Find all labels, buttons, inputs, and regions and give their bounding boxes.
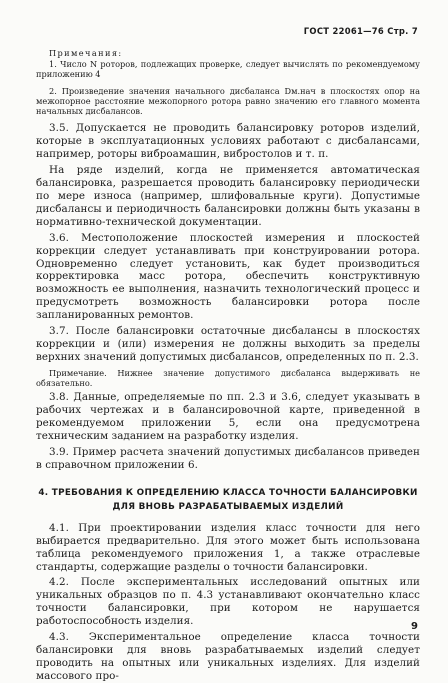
paragraph-3-6: 3.6. Местоположение плоскостей измерения и плоскостей коррекции следует устанавливать при конструировании ротора. Одновременно следует установить, как будет производиться корректировка масс ротора, обеспечить конструктивную возможность ее выполнения, назначить технологический процесс и предусмотреть возможность балансировки ротора после запланированных ремонтов. [36, 231, 420, 322]
note-2: 2. Произведение значения начального дисбаланса Dм.нач в плоскостях опор на межопорное расстояние межопорного ротора равно значению его главного момента начальных дисбалансов. [36, 85, 420, 117]
paragraph-4-3: 4.3. Экспериментальное определение класса точности балансировки для вновь разрабатываемых изделий следует проводить на опытных или уникальных изделиях. Для изделий массового про- [36, 631, 420, 682]
paragraph-4-1: 4.1. При проектировании изделия класс точности для него выбирается предварительно. Для этого может быть использована таблица рекомендуемого приложения 1, а также отраслевые стандарты, содержащие разделы о точности балансировки. [36, 521, 420, 573]
paragraph-4-2: 4.2. После экспериментальных исследований опытных или уникальных образцов по п. 4.3 устанавливают окончательно класс точности балансировки, при котором не нарушается работоспособность изделия. [36, 576, 420, 628]
paragraph-3-5: 3.5. Допускается не проводить балансировку роторов изделий, которые в эксплуатационных условиях работают с дисбалансами, например, роторы виброамашин, вибростолов и т. п. [36, 122, 420, 161]
section-4-title: 4. ТРЕБОВАНИЯ К ОПРЕДЕЛЕНИЮ КЛАССА ТОЧНОСТИ БАЛАНСИРОВКИ ДЛЯ ВНОВЬ РАЗРАБАТЫВАЕМЫХ ИЗДЕЛИЙ [38, 487, 418, 512]
body-text [36, 48, 420, 683]
inline-note: Примечание. Нижнее значение допустимого дисбаланса выдерживать не обязательно. [36, 367, 420, 389]
notes-title: Примечания: [49, 48, 123, 58]
page-number: 9 [411, 621, 418, 632]
paragraph-3-8: 3.8. Данные, определяемые по пп. 2.3 и 3.6, следует указывать в рабочих чертежах и в балансировочной карте, приведенной в рекомендуемом приложении 5, если она предусмотрена техническим заданием на разработку изделия. [36, 391, 420, 443]
paragraph-3-5-b: На ряде изделий, когда не применяется автоматическая балансировка, разрешается проводить балансировку периодически по мере износа (например, шлифовальные круги). Допустимые дисбалансы и периодичность балансировки должны быть указаны в нормативно-технической документации. [36, 164, 420, 228]
note-1: 1. Число N роторов, подлежащих проверке, следует вычислять по рекомендуемому приложению 4 [36, 59, 420, 80]
paragraph-3-7: 3.7. После балансировки остаточные дисбалансы в плоскостях коррекции и (или) измерения не должны выходить за пределы верхних значений допустимых дисбалансов, определенных по п. 2.3. [36, 325, 420, 363]
paragraph-3-9: 3.9. Пример расчета значений допустимых дисбалансов приведен в справочном приложении 6. [36, 446, 420, 471]
page-header: ГОСТ 22061—76 Стр. 7 [303, 26, 418, 36]
